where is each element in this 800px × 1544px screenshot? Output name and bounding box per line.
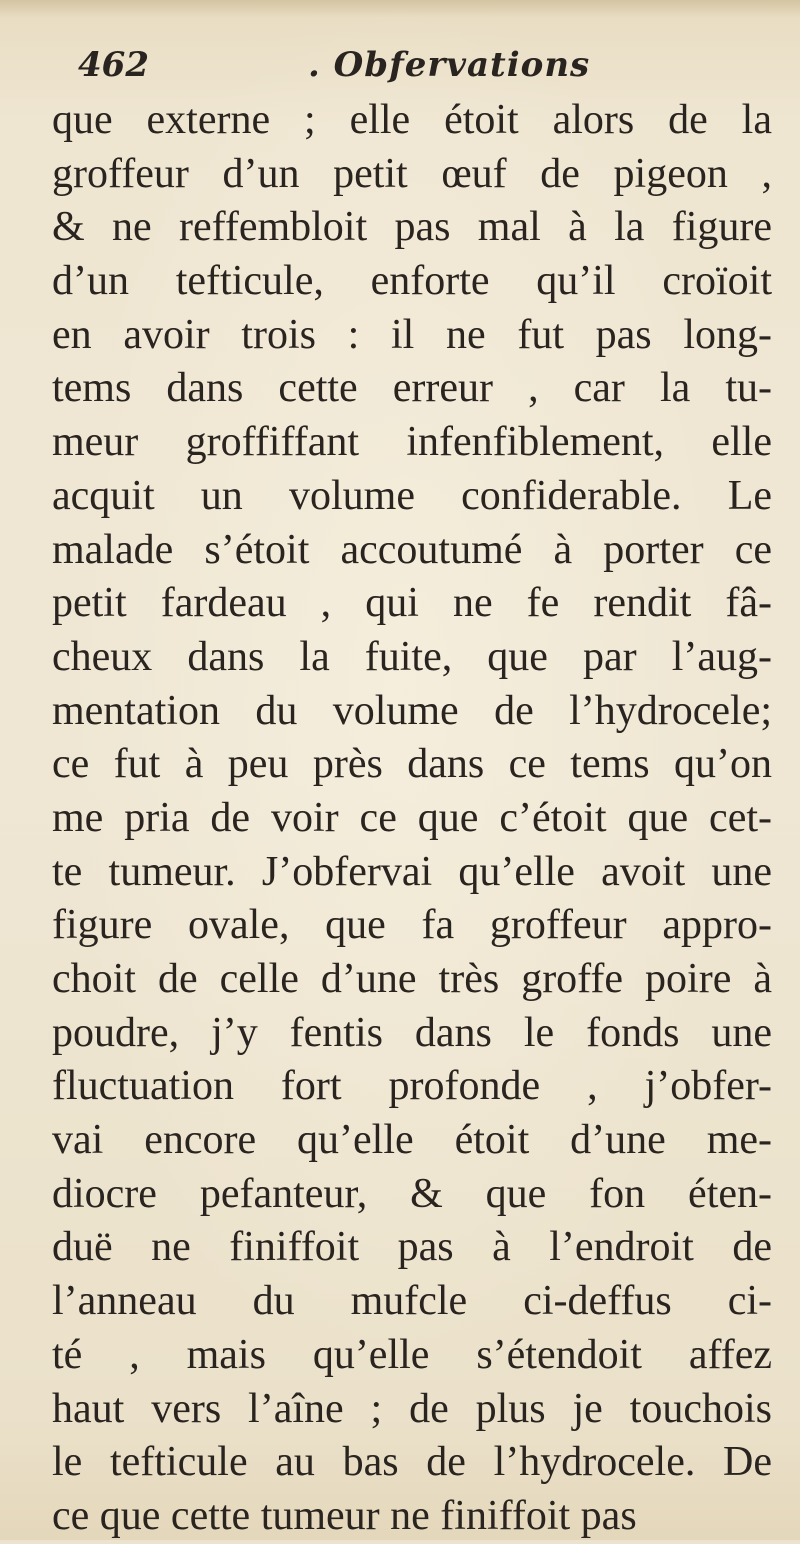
text-line: en avoir trois : il ne fut pas long- xyxy=(52,311,772,358)
text-line: groffeur d’un petit œuf de pigeon , xyxy=(52,150,772,197)
text-line: & ne reffembloit pas mal à la figure xyxy=(52,204,772,251)
text-line: diocre pefanteur, & que fon éten- xyxy=(52,1170,772,1217)
text-line: acquit un volume confiderable. Le xyxy=(52,472,772,519)
text-line: petit fardeau , qui ne fe rendit fâ- xyxy=(52,580,772,627)
body-text xyxy=(52,94,772,1544)
text-line: le tefticule au bas de l’hydrocele. De xyxy=(52,1439,772,1486)
text-line: duë ne finiffoit pas à l’endroit de xyxy=(52,1224,772,1271)
text-line: poudre, j’y fentis dans le fonds une xyxy=(52,1009,772,1056)
text-line: choit de celle d’une très groffe poire à xyxy=(52,956,772,1002)
text-line: l’anneau du mufcle ci-deffus ci- xyxy=(52,1278,772,1325)
text-line: mentation du volume de l’hydrocele; xyxy=(52,687,772,734)
text-line: haut vers l’aîne ; de plus je touchois xyxy=(52,1385,772,1432)
text-line: tems dans cette erreur , car la tu- xyxy=(52,365,772,412)
text-line: ce fut à peu près dans ce tems qu’on xyxy=(52,741,772,788)
running-head xyxy=(78,40,698,90)
text-line: meur groffiffant infenfiblement, elle xyxy=(52,419,772,466)
page-edge-shadow xyxy=(0,0,800,18)
text-line: vai encore qu’elle étoit d’une me- xyxy=(52,1117,772,1164)
page-number: 462 xyxy=(78,45,149,85)
text-line: figure ovale, que fa groffeur appro- xyxy=(52,902,772,949)
text-line: te tumeur. J’obfervai qu’elle avoit une xyxy=(52,848,772,895)
text-line: fluctuation fort profonde , j’obfer- xyxy=(52,1063,772,1110)
text-line: me pria de voir ce que c’étoit que cet- xyxy=(52,794,772,841)
text-line: d’un tefticule, enforte qu’il croïoit xyxy=(52,258,772,305)
text-line: malade s’étoit accoutumé à porter ce xyxy=(52,526,772,573)
running-title: . Obfervations xyxy=(308,45,591,85)
text-line: cheux dans la fuite, que par l’aug- xyxy=(52,633,772,680)
text-line: ce que cette tumeur ne finiffoit pas xyxy=(52,1492,637,1539)
text-line: que externe ; elle étoit alors de la xyxy=(52,97,772,143)
text-line: té , mais qu’elle s’étendoit affez xyxy=(52,1331,772,1378)
